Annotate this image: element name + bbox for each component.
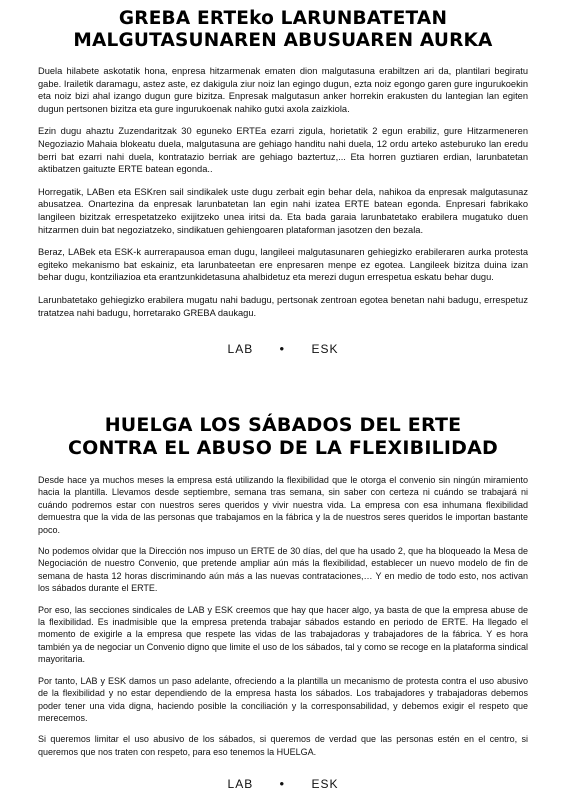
basque-signature — [38, 341, 528, 356]
basque-section — [38, 8, 528, 356]
spanish-title — [38, 414, 528, 460]
basque-paragraph-5: Larunbatetako gehiegizko erabilera mugatu nahi badugu, pertsonak zentroan egotea benetan nahi badugu, errespetuz tratatzea nahi badugu, horretarako GREBA daukagu. — [38, 294, 528, 318]
basque-paragraph-3: Horregatik, LABen eta ESKren sail sindikalek uste dugu zerbait egin behar dela, nahikoa da enpresak malgutasunaz abusatzea. Onartezina da enpresak larunbatetan lan egin nahi izatea ERTE batean egonda. Enpresari fabrikako langileen bizitzak errespetatzeko exijitzeko unea iritsi da. Eta bada garaia larunbatetako erabilera mugatuko duen hitzarmen duin bat negoziatzeko, sindikatuen gehiengoaren plataforman jasotzen den bezala. — [38, 186, 528, 235]
basque-title-line1: GREBA ERTEko LARUNBATETAN — [118, 8, 448, 29]
spanish-paragraph-2: No podemos olvidar que la Dirección nos impuso un ERTE de 30 días, del que ha usado 2, que ha bloqueado la Mesa de Negociación de nuestro Convenio, que pretende ampliar aún más la flexibilidad, establecer un nuevo modelo de fin de semana de hasta 12 horas discriminando aún más a las nuevas contrataciones,… Y en medio de todo esto, nos activan los sábados durante el ERTE. — [38, 546, 528, 594]
spanish-paragraph-4: Por tanto, LAB y ESK damos un paso adelante, ofreciendo a la plantilla un mecanismo de protesta contra el uso abusivo de la flexibilidad y no estar dependiendo de la empresa hasta los sábados. Los trabajadores y trabajadoras debemos poder tener una vida digna, haciendo posible la conciliación y la corresponsabilidad, y debemos exigir el respeto que merecemos. — [38, 675, 528, 723]
bullet-separator-icon: • — [279, 341, 286, 357]
basque-paragraph-4: Beraz, LABek eta ESK-k aurrerapausoa eman dugu, langileei malgutasunaren gehiegizko erabileraren aurka protesta egiteko mekanismo bat eskainiz, eta larunbateetan ere enpresaren menpe ez egotea. Langileek bizitza duina izan behar dugu, kontziliazioa eta erantzunkidetasuna ahalbidetuz eta merezi dugun errespetua eskatu behar dugu. — [38, 247, 528, 283]
spanish-title-line1: HUELGA LOS SÁBADOS DEL ERTE — [104, 414, 462, 436]
basque-paragraph-2: Ezin dugu ahaztu Zuzendaritzak 30 eguneko ERTEa ezarri zigula, horietatik 2 egun erabiliz, gure Hitzarmeneren Negoziazio Mahaia blokeatu duela, malgutasuna are gehiago handitu nahi duela, 12 ordu arteko asteburuko lan eredu berri bat ezarri nahi duela, kontratazio berriak are gehiago baztertuz,... Eta horren guztiaren erdian, larunbatetan aktibatzen gaituzte ERTE batean egonda.. — [38, 126, 528, 175]
spanish-paragraph-3: Por eso, las secciones sindicales de LAB y ESK creemos que hay que hacer algo, ya basta de que la empresa abuse de la flexibilidad. Es inadmisible que la empresa pretenda trabajar sábados estando en periodo de ERTE. Ha llegado el momento de exigirle a la empresa que respete las vidas de las trabajadoras y trabajadores de la fábrica. Y es hora también ya de negociar un Convenio digno que limite el uso de los sábados, tal y como se recoge en la plataforma sindical mayoritaria. — [38, 604, 528, 665]
signature-lab: LAB — [227, 342, 254, 357]
basque-paragraph-1: Duela hilabete askotatik hona, enpresa hitzarmenak ematen dion malgutasuna erabiltzen ari da, plantilari begiratu gabe. Irailetik daramagu, astez aste, ez dakigula ziur noiz lan egingo dugun, ezta noiz egongo garen gure ingurukoekin eta noiz bizi ahal izango dugun gure bizitza. Enpresak malgutasun anker horrekin erakusten du lantegian lan egiten dugun pertsonen bizitza eta gure ingurukoenak nahiko gutxi axola zaizkiola. — [38, 66, 528, 114]
spanish-paragraph-1: Desde hace ya muchos meses la empresa está utilizando la flexibilidad que le otorga el convenio sin ningún miramiento hacia la plantilla. Llevamos desde septiembre, semana tras semana, sin saber con certeza ni cuándo se trabajará ni cuándo podremos estar con nuestros seres queridos y vivir nuestra vida. La empresa con esa inhumana flexibilidad demuestra que la vida de las personas que trabajamos en la fábrica y la de nuestros seres queridos le importan bastante poco. — [38, 475, 528, 535]
spanish-signature — [38, 776, 528, 791]
bullet-separator-icon: • — [279, 776, 286, 792]
signature-lab: LAB — [227, 777, 254, 792]
spanish-section — [38, 414, 528, 791]
spanish-title-line2: CONTRA EL ABUSO DE LA FLEXIBILIDAD — [67, 437, 499, 459]
basque-title — [38, 8, 528, 52]
signature-esk: ESK — [311, 777, 339, 792]
basque-title-line2: MALGUTASUNAREN ABUSUAREN AURKA — [73, 30, 493, 51]
signature-esk: ESK — [311, 342, 339, 357]
spanish-paragraph-5: Si queremos limitar el uso abusivo de los sábados, si queremos de verdad que las personas estén en el centro, si queremos que nos traten con respeto, para eso tenemos la HUELGA. — [38, 734, 528, 757]
